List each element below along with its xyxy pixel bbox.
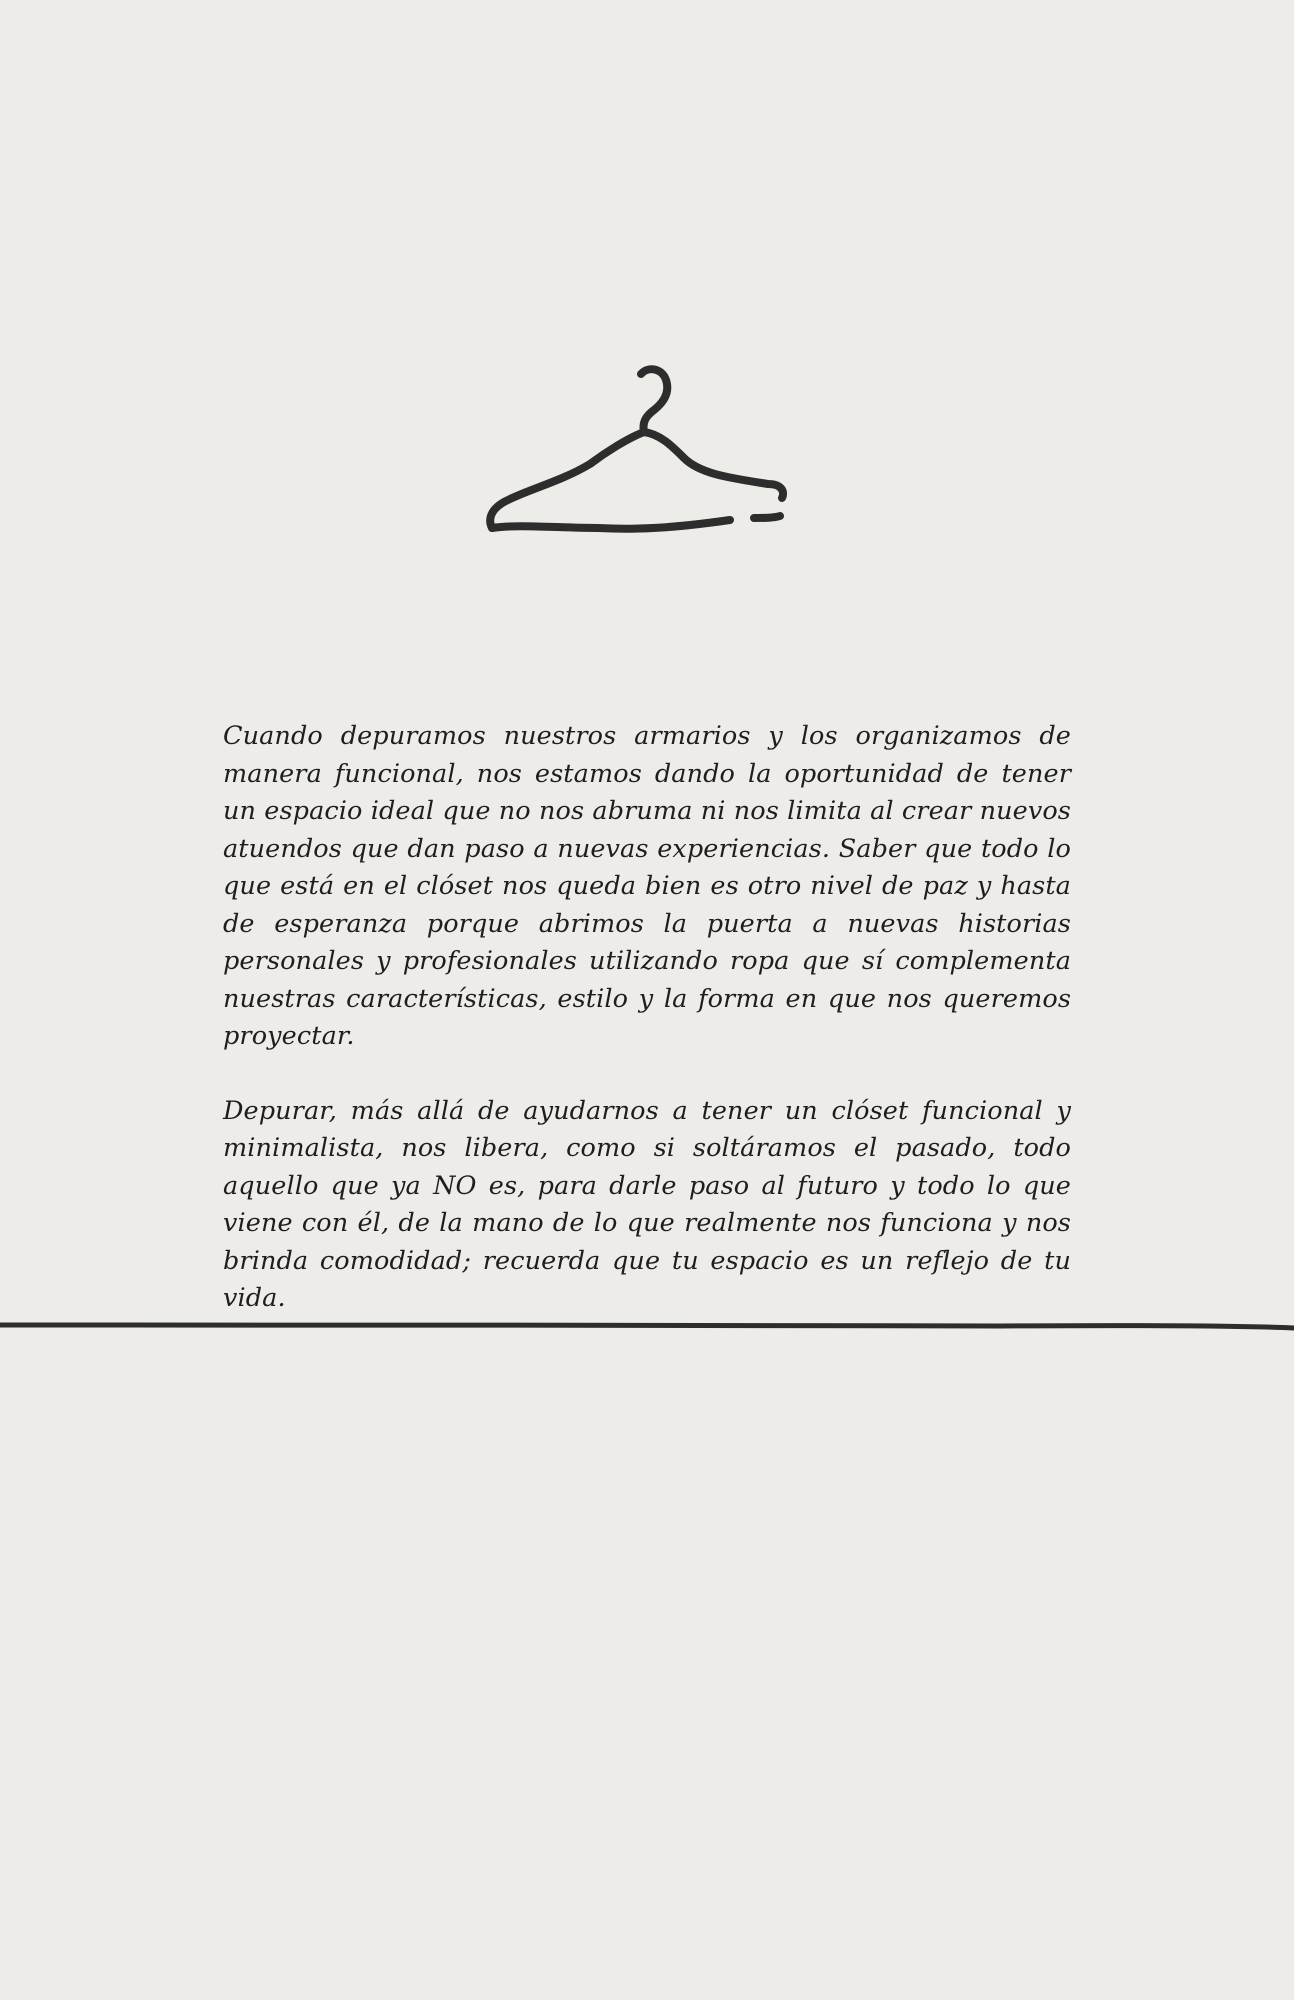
paragraph: Depurar, más allá de ayudarnos a tener un clóset funcional y minimalista, nos libera, como si soltáramos el pasado, todo aquello que ya NO es, para darle paso al futuro y todo lo que viene con él, de la mano de lo que realmente nos funciona y nos brinda comodidad; recuerda que tu espacio es un reflejo de tu vida. xyxy=(223,1095,1071,1313)
horizontal-divider xyxy=(0,1312,1294,1332)
clothes-hanger-icon xyxy=(478,360,818,560)
body-text xyxy=(223,718,1071,1355)
paragraph: Cuando depuramos nuestros armarios y los organizamos de manera funcional, nos estamos dando la oportunidad de tener un espacio ideal que no nos abruma ni nos limita al crear nuevos atuendos que dan paso a nuevas experiencias. Saber que todo lo que está en el clóset nos queda bien es otro nivel de paz y hasta de esperanza porque abrimos la puerta a nuevas historias personales y profesionales utilizando ropa que sí complementa nuestras características, estilo y la forma en que nos queremos proyectar. xyxy=(223,721,1071,1051)
